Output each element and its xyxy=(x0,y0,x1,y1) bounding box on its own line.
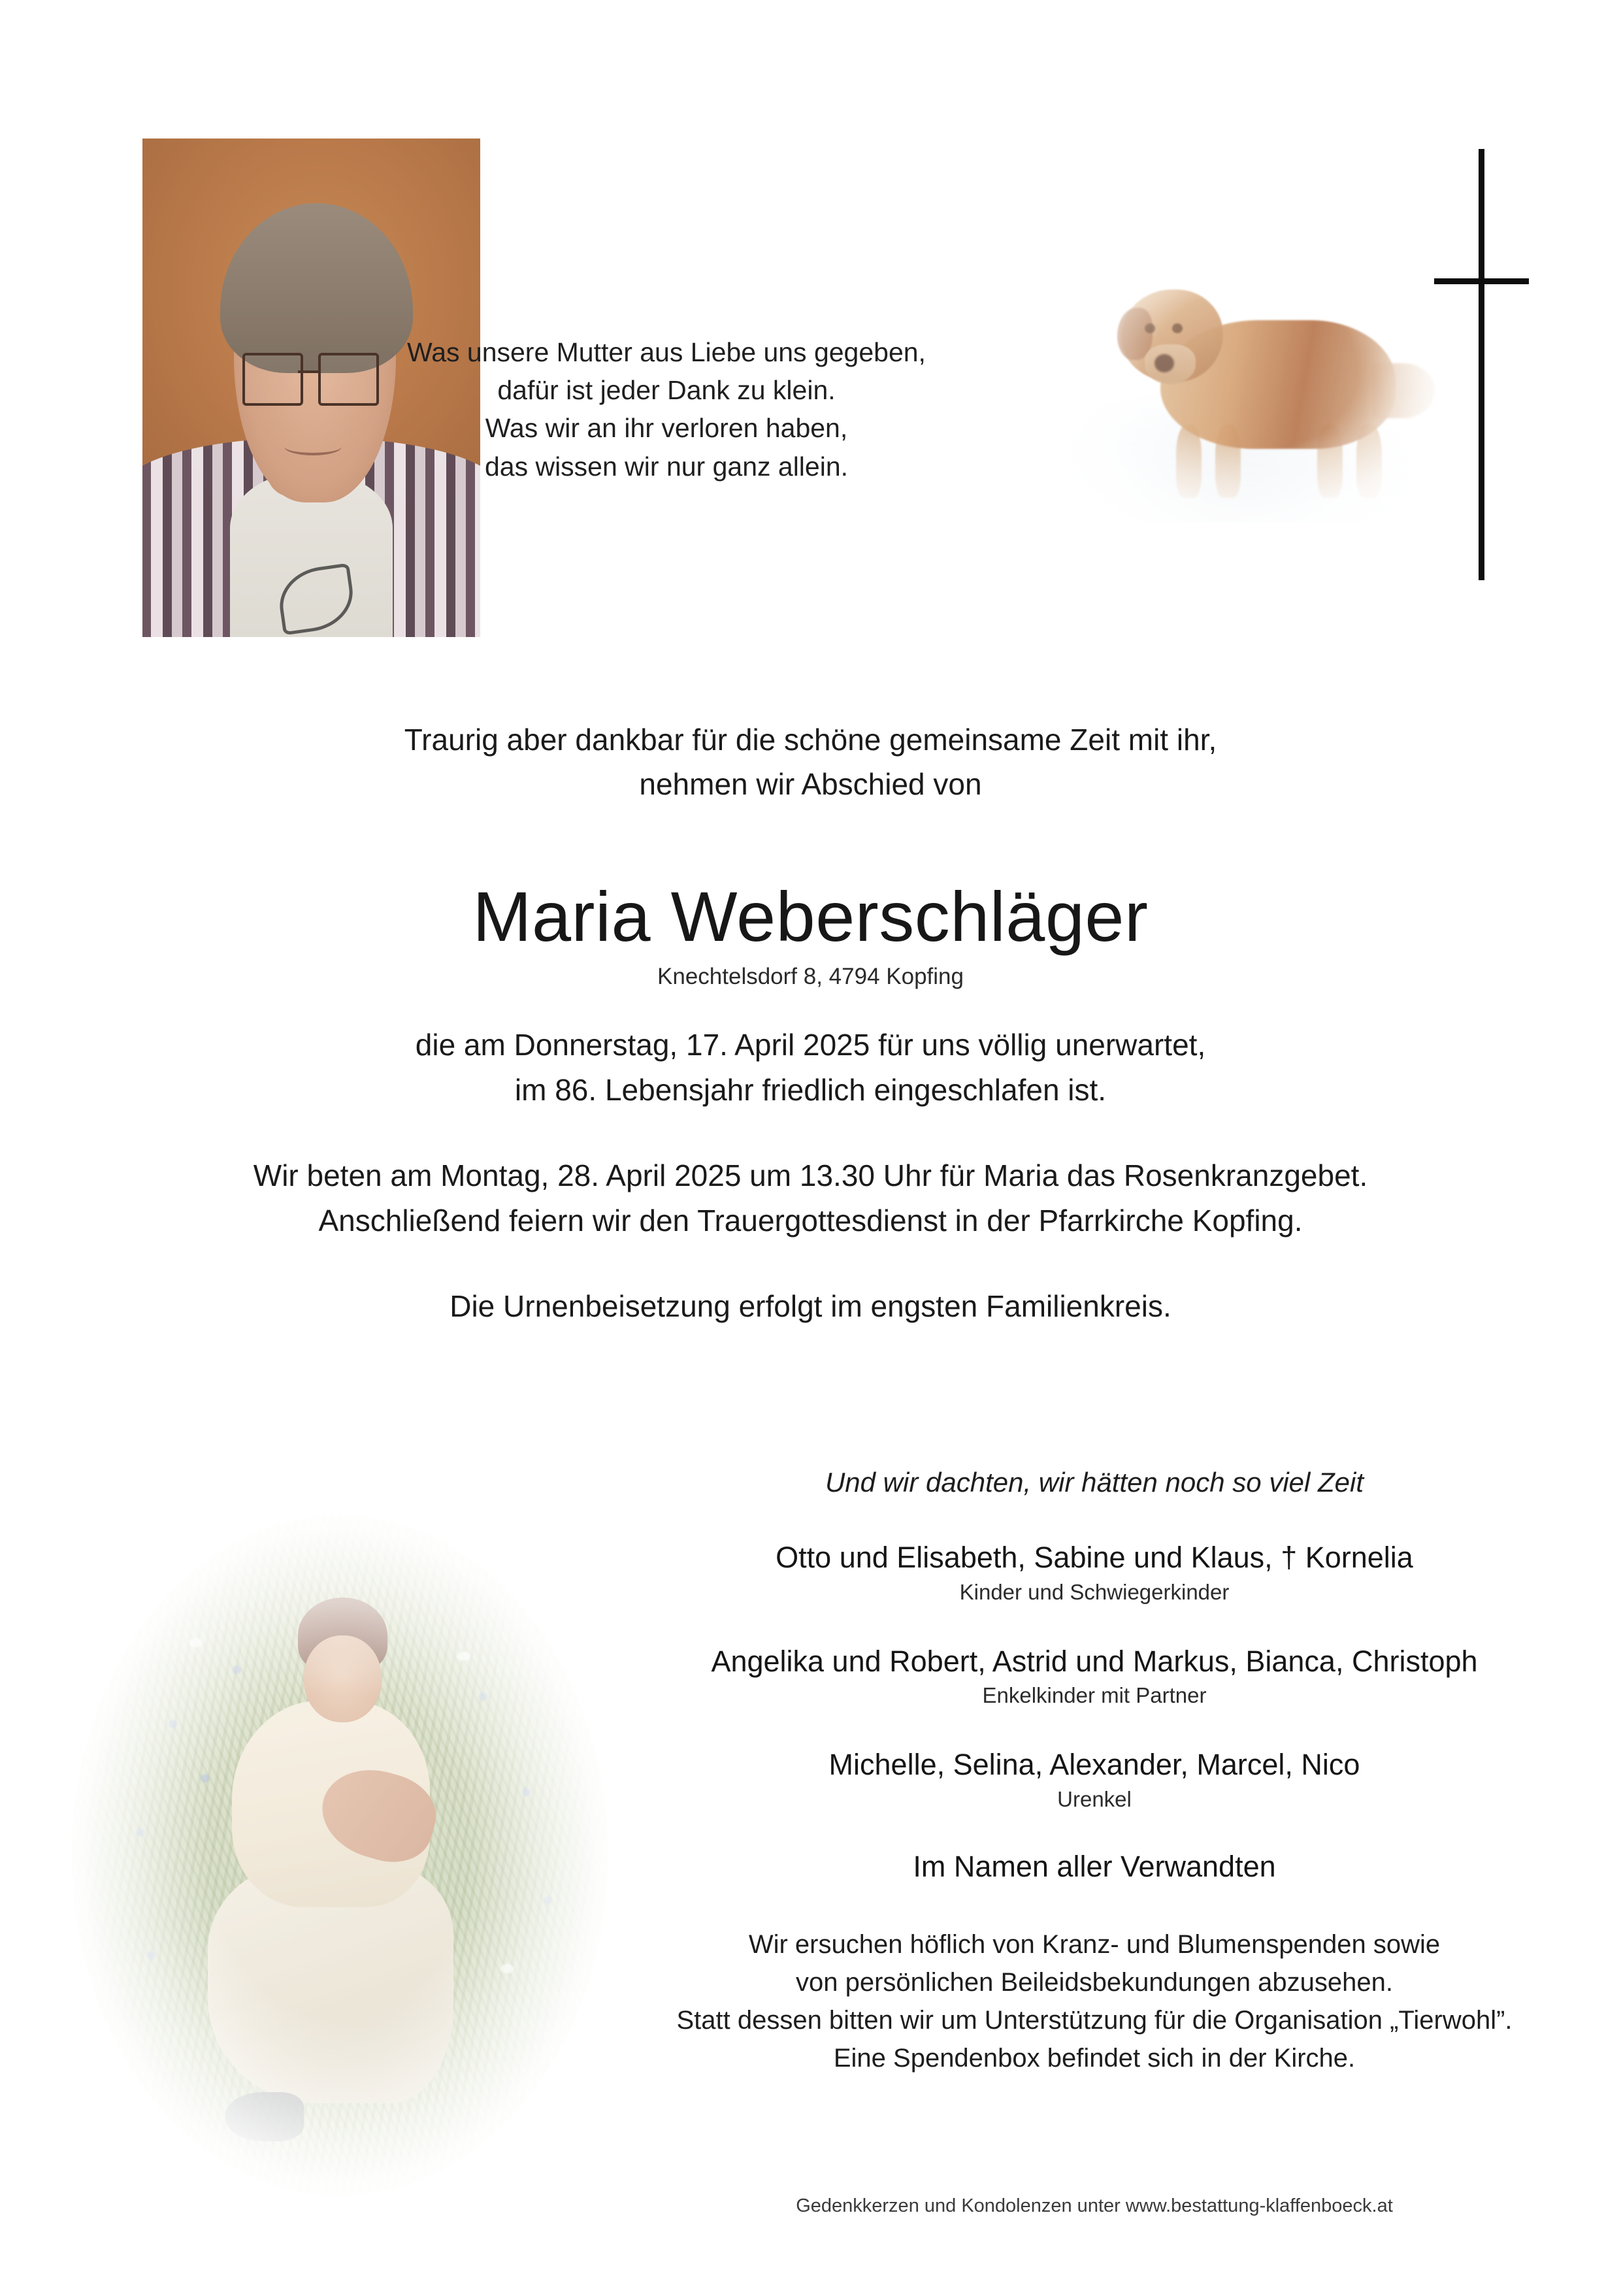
verse-line-4: das wissen wir nur ganz allein. xyxy=(484,451,849,482)
family-group-2-role: Enkelkinder mit Partner xyxy=(982,1683,1207,1707)
verse-line-3: Was wir an ihr verloren haben, xyxy=(485,413,848,444)
portrait-eyeglass-right xyxy=(318,353,379,405)
burial-note: Die Urnenbeisetzung erfolgt im engsten Familienkreis. xyxy=(450,1289,1171,1323)
verse-line-2: dafür ist jeder Dank zu klein. xyxy=(497,375,836,406)
dog-nose xyxy=(1154,354,1174,372)
dog-photo xyxy=(1058,216,1450,523)
oval-memory-photo xyxy=(72,1516,608,2195)
portrait-eyeglass-bridge xyxy=(298,370,318,373)
family-block xyxy=(627,1467,1562,2077)
family-group-2-names: Angelika und Robert, Astrid und Markus, Bianca, Christoph xyxy=(711,1644,1478,1678)
passing-details xyxy=(0,1023,1621,1113)
family-group-1-role: Kinder und Schwiegerkinder xyxy=(959,1579,1230,1604)
intro-line-2: nehmen wir Abschied von xyxy=(639,767,982,802)
verse-line-1: Was unsere Mutter aus Liebe uns gegeben, xyxy=(407,337,926,367)
family-group-1-names: Otto und Elisabeth, Sabine und Klaus, † Kornelia xyxy=(776,1541,1413,1574)
passing-line-1: die am Donnerstag, 17. April 2025 für uns völlig unerwartet, xyxy=(415,1028,1206,1062)
oval-photo-head xyxy=(304,1635,382,1722)
family-group-3-names: Michelle, Selina, Alexander, Marcel, Nico xyxy=(828,1748,1360,1781)
cross-horizontal-bar xyxy=(1434,278,1529,284)
portrait-eyeglass-left xyxy=(242,353,303,405)
dog-eye-left xyxy=(1145,323,1155,333)
family-quote: Und wir dachten, wir hätten noch so viel Zeit xyxy=(825,1467,1364,1498)
cross-vertical-bar xyxy=(1479,149,1484,580)
cross-icon xyxy=(1434,149,1529,580)
family-group-3-role: Urenkel xyxy=(1057,1786,1132,1811)
oval-photo-shoe xyxy=(225,2092,303,2141)
memorial-verse xyxy=(392,333,941,485)
request-line-1: Wir ersuchen höflich von Kranz- und Blumenspenden sowie xyxy=(748,1929,1441,1959)
deceased-address: Knechtelsdorf 8, 4794 Kopfing xyxy=(657,964,964,989)
request-line-4: Eine Spendenbox befindet sich in der Kirche. xyxy=(833,2043,1356,2073)
portrait-mouth xyxy=(284,438,342,455)
request-line-3: Statt dessen bitten wir um Unterstützung für die Organisation „Tierwohl”. xyxy=(676,2005,1513,2035)
request-line-2: von persönlichen Beileidsbekundungen abzusehen. xyxy=(795,1967,1394,1997)
dog-eye-right xyxy=(1172,323,1183,333)
family-behalf: Im Namen aller Verwandten xyxy=(913,1849,1276,1883)
donation-request xyxy=(627,1926,1562,2077)
service-line-1: Wir beten am Montag, 28. April 2025 um 13.30 Uhr für Maria das Rosenkranzgebet. xyxy=(253,1158,1368,1192)
service-details xyxy=(0,1153,1621,1243)
passing-line-2: im 86. Lebensjahr friedlich eingeschlafen ist. xyxy=(514,1073,1107,1107)
oval-photo-person xyxy=(189,1598,489,2141)
intro-line-1: Traurig aber dankbar für die schöne gemeinsame Zeit mit ihr, xyxy=(404,723,1217,757)
service-line-2: Anschließend feiern wir den Trauergottesdienst in der Pfarrkirche Kopfing. xyxy=(318,1204,1303,1238)
footer-note: Gedenkkerzen und Kondolenzen unter www.bestattung-klaffenboeck.at xyxy=(796,2195,1393,2216)
farewell-intro xyxy=(0,717,1621,806)
deceased-name: Maria Weberschläger xyxy=(472,877,1149,956)
oval-photo-image xyxy=(72,1516,608,2195)
